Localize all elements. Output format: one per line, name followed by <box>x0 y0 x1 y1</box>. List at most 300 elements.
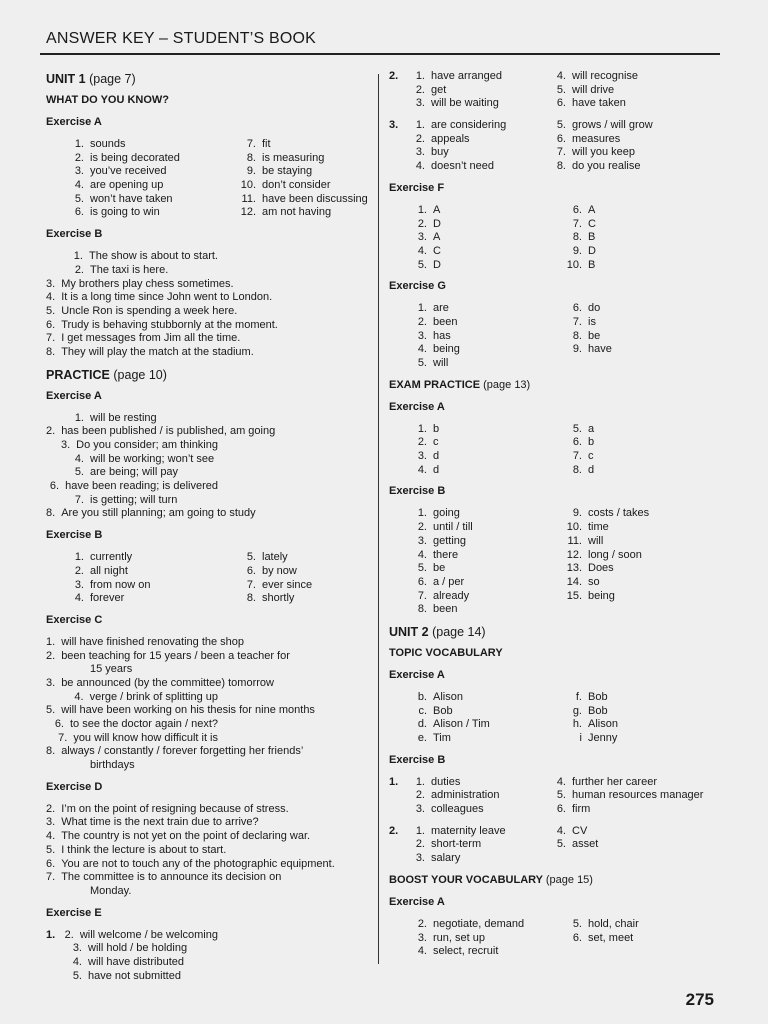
item-number: 5. <box>572 917 582 930</box>
answer-row <box>389 231 729 245</box>
answer-item <box>544 97 626 111</box>
group-number <box>389 160 403 174</box>
answer-item <box>389 549 544 563</box>
answer-row <box>389 803 729 817</box>
answer-item <box>46 565 218 579</box>
answer-row <box>46 663 386 677</box>
item-number: 6. <box>572 931 582 944</box>
heading-text: BOOST YOUR VOCABULARY <box>389 873 543 886</box>
item-text: You are not to touch any of the photographic equipment. <box>61 857 335 870</box>
answer-item <box>389 507 544 521</box>
item-number: 6. <box>417 575 427 588</box>
item-number: 5. <box>46 843 56 856</box>
answer-item <box>218 152 324 166</box>
answer-block <box>389 204 729 272</box>
item-number: 1. <box>74 411 84 424</box>
item-text: hold, chair <box>588 917 639 930</box>
item-text: birthdays <box>90 759 135 772</box>
answer-item <box>46 732 218 746</box>
answer-item <box>46 663 218 677</box>
answer-row <box>389 521 729 535</box>
answer-item <box>46 250 218 264</box>
item-number <box>46 663 90 677</box>
item-text: are being; will pay <box>90 466 179 479</box>
group-number <box>389 133 403 147</box>
item-number: 5. <box>46 304 56 317</box>
answer-item <box>389 603 544 617</box>
item-number: 8. <box>46 345 56 358</box>
heading-page-ref: (page 15) <box>545 873 593 886</box>
answer-row <box>389 918 729 932</box>
answer-row <box>46 650 386 664</box>
answer-item <box>46 551 218 565</box>
answer-row <box>389 133 729 147</box>
answer-row <box>46 718 386 732</box>
answer-item <box>389 705 544 719</box>
item-number: 12. <box>240 206 256 219</box>
heading-text: Exercise B <box>46 228 103 241</box>
item-number: 7. <box>572 217 582 230</box>
item-text: It is a long time since John went to London. <box>61 291 273 304</box>
item-text: a <box>588 422 595 435</box>
item-text: sounds <box>90 138 126 150</box>
answer-item <box>544 436 594 450</box>
answer-block <box>389 302 729 370</box>
answer-item <box>218 565 297 579</box>
answer-item <box>389 204 544 218</box>
answer-row <box>46 858 386 872</box>
item-text: colleagues <box>431 803 484 816</box>
item-text: d <box>433 463 440 476</box>
item-text: Alison <box>588 718 618 731</box>
answer-row <box>389 423 729 437</box>
answer-item <box>389 343 544 357</box>
item-number: 3. <box>415 852 425 865</box>
answer-block <box>46 803 386 899</box>
section-heading <box>46 94 386 106</box>
answer-block <box>46 412 386 522</box>
item-text: C <box>588 217 596 230</box>
exercise-heading <box>46 390 386 402</box>
unit-heading <box>46 72 386 86</box>
answer-row <box>46 507 386 521</box>
answer-item <box>544 718 618 732</box>
group-number: 1. <box>46 928 56 941</box>
item-text: Uncle Ron is spending a week here. <box>61 304 238 317</box>
answer-item <box>389 562 544 576</box>
item-text: have been discussing <box>262 192 368 205</box>
exercise-heading <box>46 116 386 128</box>
item-text: forever <box>90 592 125 605</box>
answer-item <box>46 718 218 732</box>
answer-row <box>46 942 386 956</box>
item-number: 7. <box>246 138 256 150</box>
item-number: 5. <box>74 466 84 479</box>
answer-row <box>389 562 729 576</box>
answer-item <box>544 464 594 478</box>
item-number: 3. <box>60 439 71 451</box>
item-number: 5. <box>417 357 427 369</box>
answer-row <box>46 816 386 830</box>
answer-item <box>46 466 218 480</box>
item-number: 2. <box>417 315 427 328</box>
item-number: 7. <box>572 315 582 328</box>
item-number: 4. <box>46 291 56 304</box>
item-number: 2. <box>46 649 56 662</box>
item-text: have not submitted <box>88 969 181 982</box>
answer-item <box>403 97 544 111</box>
item-number: 3. <box>417 231 427 244</box>
answer-item <box>544 521 609 535</box>
item-text: D <box>433 258 441 271</box>
answer-row <box>389 259 729 273</box>
answer-item <box>46 635 245 650</box>
item-number: 4. <box>417 945 427 958</box>
answer-row <box>46 691 386 705</box>
item-text: already <box>433 589 470 602</box>
item-text: is <box>588 315 596 328</box>
item-number: 10. <box>566 521 582 534</box>
item-number: 9. <box>572 244 582 257</box>
item-number: 4. <box>556 70 566 82</box>
item-text: short-term <box>431 838 482 851</box>
item-text: be <box>588 329 601 342</box>
item-text: a / per <box>433 575 465 588</box>
item-number: 2. <box>74 151 84 164</box>
answer-row <box>46 480 386 494</box>
item-text: have arranged <box>431 70 502 82</box>
answer-item <box>544 705 608 719</box>
group-number: 2. <box>389 70 399 82</box>
item-text: b <box>588 436 595 449</box>
section-heading <box>389 647 729 659</box>
item-text: C <box>433 244 441 257</box>
answer-item <box>544 838 598 852</box>
answer-item <box>389 945 544 959</box>
item-number: 5. <box>417 258 427 271</box>
answer-row <box>389 789 729 803</box>
item-text: going <box>433 507 460 520</box>
answer-item <box>46 412 218 426</box>
answer-item <box>544 146 635 160</box>
item-text: I get messages from Jim all the time. <box>61 332 241 345</box>
answer-item <box>544 316 596 330</box>
item-number: 8. <box>246 151 256 164</box>
answer-row <box>46 179 386 193</box>
heading-text: Exercise A <box>389 400 445 413</box>
item-number: 13. <box>566 562 582 575</box>
answer-item <box>544 204 595 218</box>
answer-row <box>46 305 386 319</box>
item-text: have taken <box>572 97 626 110</box>
answer-block <box>46 636 386 773</box>
answer-row <box>389 507 729 521</box>
item-number: 7. <box>246 578 256 591</box>
answer-item <box>389 464 544 478</box>
answer-item <box>218 193 368 207</box>
answer-item <box>403 146 544 160</box>
item-number: 5. <box>556 83 566 96</box>
item-text: D <box>433 217 441 230</box>
item-number: 6. <box>556 803 566 816</box>
item-text: d <box>588 463 595 476</box>
answer-row <box>46 745 386 759</box>
answer-item <box>544 590 615 604</box>
item-text: you’ve received <box>90 165 167 178</box>
item-number: 5. <box>556 119 566 132</box>
answer-item <box>389 576 544 590</box>
item-text: A <box>588 203 596 216</box>
item-text: costs / takes <box>588 507 650 520</box>
answer-item <box>544 302 600 316</box>
item-text: have <box>588 343 612 356</box>
item-text: won’t have taken <box>90 192 173 205</box>
heading-text: Exercise A <box>46 389 102 402</box>
answer-item <box>389 450 544 464</box>
answer-item <box>403 84 544 98</box>
answer-item <box>46 291 273 305</box>
item-text: lately <box>262 551 288 564</box>
answer-item <box>46 592 218 606</box>
item-text: Alison / Tim <box>433 718 490 731</box>
answer-row <box>46 206 386 220</box>
item-number: 8. <box>572 463 582 476</box>
answer-item <box>46 691 218 705</box>
answer-item <box>403 160 544 174</box>
group-number <box>389 97 403 111</box>
item-text: administration <box>431 789 500 802</box>
answer-row <box>46 565 386 579</box>
item-number: 3. <box>417 931 427 944</box>
item-number: 6. <box>246 564 256 577</box>
heading-text: PRACTICE <box>46 367 110 382</box>
item-number: 11. <box>241 192 256 205</box>
answer-item <box>46 830 311 844</box>
answer-item <box>389 423 544 437</box>
answer-item <box>389 316 544 330</box>
answer-item <box>46 318 278 333</box>
answer-item <box>46 579 218 593</box>
item-text: all night <box>90 564 128 577</box>
answer-row <box>389 343 729 357</box>
exercise-heading <box>389 280 729 292</box>
answer-item <box>218 592 294 606</box>
item-number: 6. <box>74 206 84 219</box>
answer-item <box>46 304 238 319</box>
answer-row <box>389 464 729 478</box>
exercise-heading <box>46 614 386 626</box>
answer-row <box>46 494 386 508</box>
answer-block <box>389 825 729 866</box>
item-text: until / till <box>433 521 473 534</box>
item-number: 4. <box>417 343 427 356</box>
heading-text: Exercise C <box>46 613 103 626</box>
answer-item <box>403 789 544 803</box>
item-text: Do you consider; am thinking <box>76 439 218 451</box>
item-number: 4. <box>556 824 566 837</box>
item-text: always / constantly / forever forgetting her friends’ <box>61 745 304 758</box>
heading-page-ref: (page 10) <box>113 367 167 382</box>
exercise-heading <box>46 228 386 240</box>
item-text: will drive <box>572 83 615 96</box>
group-number <box>46 956 60 970</box>
answer-row <box>389 691 729 705</box>
answer-item <box>389 245 544 259</box>
item-text: The taxi is here. <box>90 263 169 276</box>
item-number: 4. <box>72 955 82 968</box>
exercise-heading <box>46 781 386 793</box>
answer-item <box>403 825 544 839</box>
answer-block <box>46 929 386 984</box>
answer-item <box>544 507 649 521</box>
item-text: Are you still planning; am going to study <box>61 507 256 520</box>
item-text: is going to win <box>90 206 160 219</box>
answer-row <box>389 838 729 852</box>
heading-text: Exercise G <box>389 280 446 293</box>
item-text: time <box>588 521 609 534</box>
answer-item <box>60 956 218 970</box>
answer-item <box>389 535 544 549</box>
item-number: 5. <box>556 838 566 851</box>
answer-item <box>46 649 290 664</box>
item-text: verge / brink of splitting up <box>89 690 218 703</box>
item-text: are considering <box>431 119 507 132</box>
answer-item <box>544 343 612 357</box>
item-number: 7. <box>46 871 56 884</box>
answer-row <box>389 160 729 174</box>
item-text: getting <box>433 534 467 547</box>
answer-row <box>389 119 729 133</box>
answer-item <box>544 259 595 273</box>
answer-block <box>46 250 386 360</box>
item-number: 6. <box>46 857 56 870</box>
answer-item <box>46 494 218 508</box>
answer-row <box>46 138 386 152</box>
heading-text: Exercise B <box>46 529 103 542</box>
item-number: 1. <box>46 635 56 648</box>
item-number: 1. <box>417 302 427 315</box>
heading-text: TOPIC VOCABULARY <box>389 646 503 659</box>
answer-item <box>46 816 259 830</box>
heading-text: UNIT 2 <box>389 624 429 639</box>
answer-item <box>544 691 608 705</box>
item-number: 10. <box>240 179 256 192</box>
answer-item <box>46 453 218 467</box>
answer-row <box>389 590 729 604</box>
item-text: CV <box>572 824 588 837</box>
item-text: be staying <box>262 165 313 178</box>
item-text: being <box>433 343 460 356</box>
answer-item <box>46 138 218 152</box>
answer-item <box>403 838 544 852</box>
header-rule <box>40 53 720 55</box>
item-number: 7. <box>58 731 68 744</box>
item-number: 15. <box>566 589 582 602</box>
answer-block <box>46 551 386 606</box>
item-number: 4. <box>74 179 84 192</box>
item-text: run, set up <box>433 931 485 944</box>
answer-item <box>46 179 218 193</box>
item-text: select, recruit <box>433 945 499 958</box>
answer-item <box>544 776 657 790</box>
item-number: 3. <box>417 534 427 547</box>
answer-item <box>544 245 596 259</box>
group-number <box>389 852 403 866</box>
answer-item <box>60 942 218 956</box>
answer-item <box>46 871 282 885</box>
item-number: g. <box>572 704 582 717</box>
item-text: is getting; will turn <box>90 493 178 506</box>
item-text: be announced (by the committee) tomorrow <box>61 676 274 689</box>
answer-row <box>46 466 386 480</box>
item-text: from now on <box>90 578 151 591</box>
item-number: 1. <box>415 775 425 788</box>
answer-row <box>389 705 729 719</box>
answer-item <box>218 179 331 193</box>
answer-row <box>46 970 386 984</box>
answer-row <box>46 250 386 264</box>
answer-item <box>46 425 276 439</box>
answer-row <box>46 844 386 858</box>
item-number: i <box>579 732 582 744</box>
item-text: will welcome / be welcoming <box>79 928 218 941</box>
answer-item <box>544 549 642 563</box>
item-number: 5. <box>246 551 256 564</box>
item-text: do <box>588 302 601 315</box>
item-number: 2. <box>46 802 56 815</box>
exercise-heading <box>389 669 729 681</box>
heading-text: Exercise B <box>389 485 446 498</box>
heading-text: WHAT DO YOU KNOW? <box>46 94 170 106</box>
item-number: 3. <box>417 329 427 342</box>
answer-row <box>46 677 386 691</box>
item-text: b <box>433 422 440 435</box>
answer-row <box>46 759 386 773</box>
answer-row <box>46 803 386 817</box>
item-number: 3. <box>46 676 56 689</box>
item-number: c. <box>418 704 427 717</box>
item-number: f. <box>575 690 582 703</box>
heading-text: Exercise A <box>389 895 445 908</box>
answer-item <box>46 676 274 691</box>
item-text: been teaching for 15 years / been a teacher for <box>61 649 290 662</box>
heading-text: UNIT 1 <box>46 72 86 86</box>
item-text: My brothers play chess sometimes. <box>61 277 234 290</box>
answer-item <box>218 551 288 565</box>
answer-item <box>544 932 633 946</box>
answer-row <box>389 932 729 946</box>
answer-item <box>46 885 218 899</box>
answer-row <box>389 218 729 232</box>
answer-row <box>389 204 729 218</box>
exercise-heading <box>389 485 729 497</box>
answer-item <box>544 330 600 344</box>
answer-block <box>389 423 729 478</box>
answer-row <box>46 425 386 439</box>
answer-item <box>218 579 312 593</box>
answer-item <box>46 704 315 718</box>
item-number: 4. <box>417 244 427 257</box>
item-number: 11. <box>567 534 582 547</box>
answer-item <box>544 423 594 437</box>
answer-row <box>46 291 386 305</box>
item-number: 6. <box>556 132 566 145</box>
answer-item <box>46 332 241 346</box>
answer-row <box>46 830 386 844</box>
item-number: h. <box>572 718 582 731</box>
answer-row <box>46 319 386 333</box>
answer-item <box>544 84 614 98</box>
